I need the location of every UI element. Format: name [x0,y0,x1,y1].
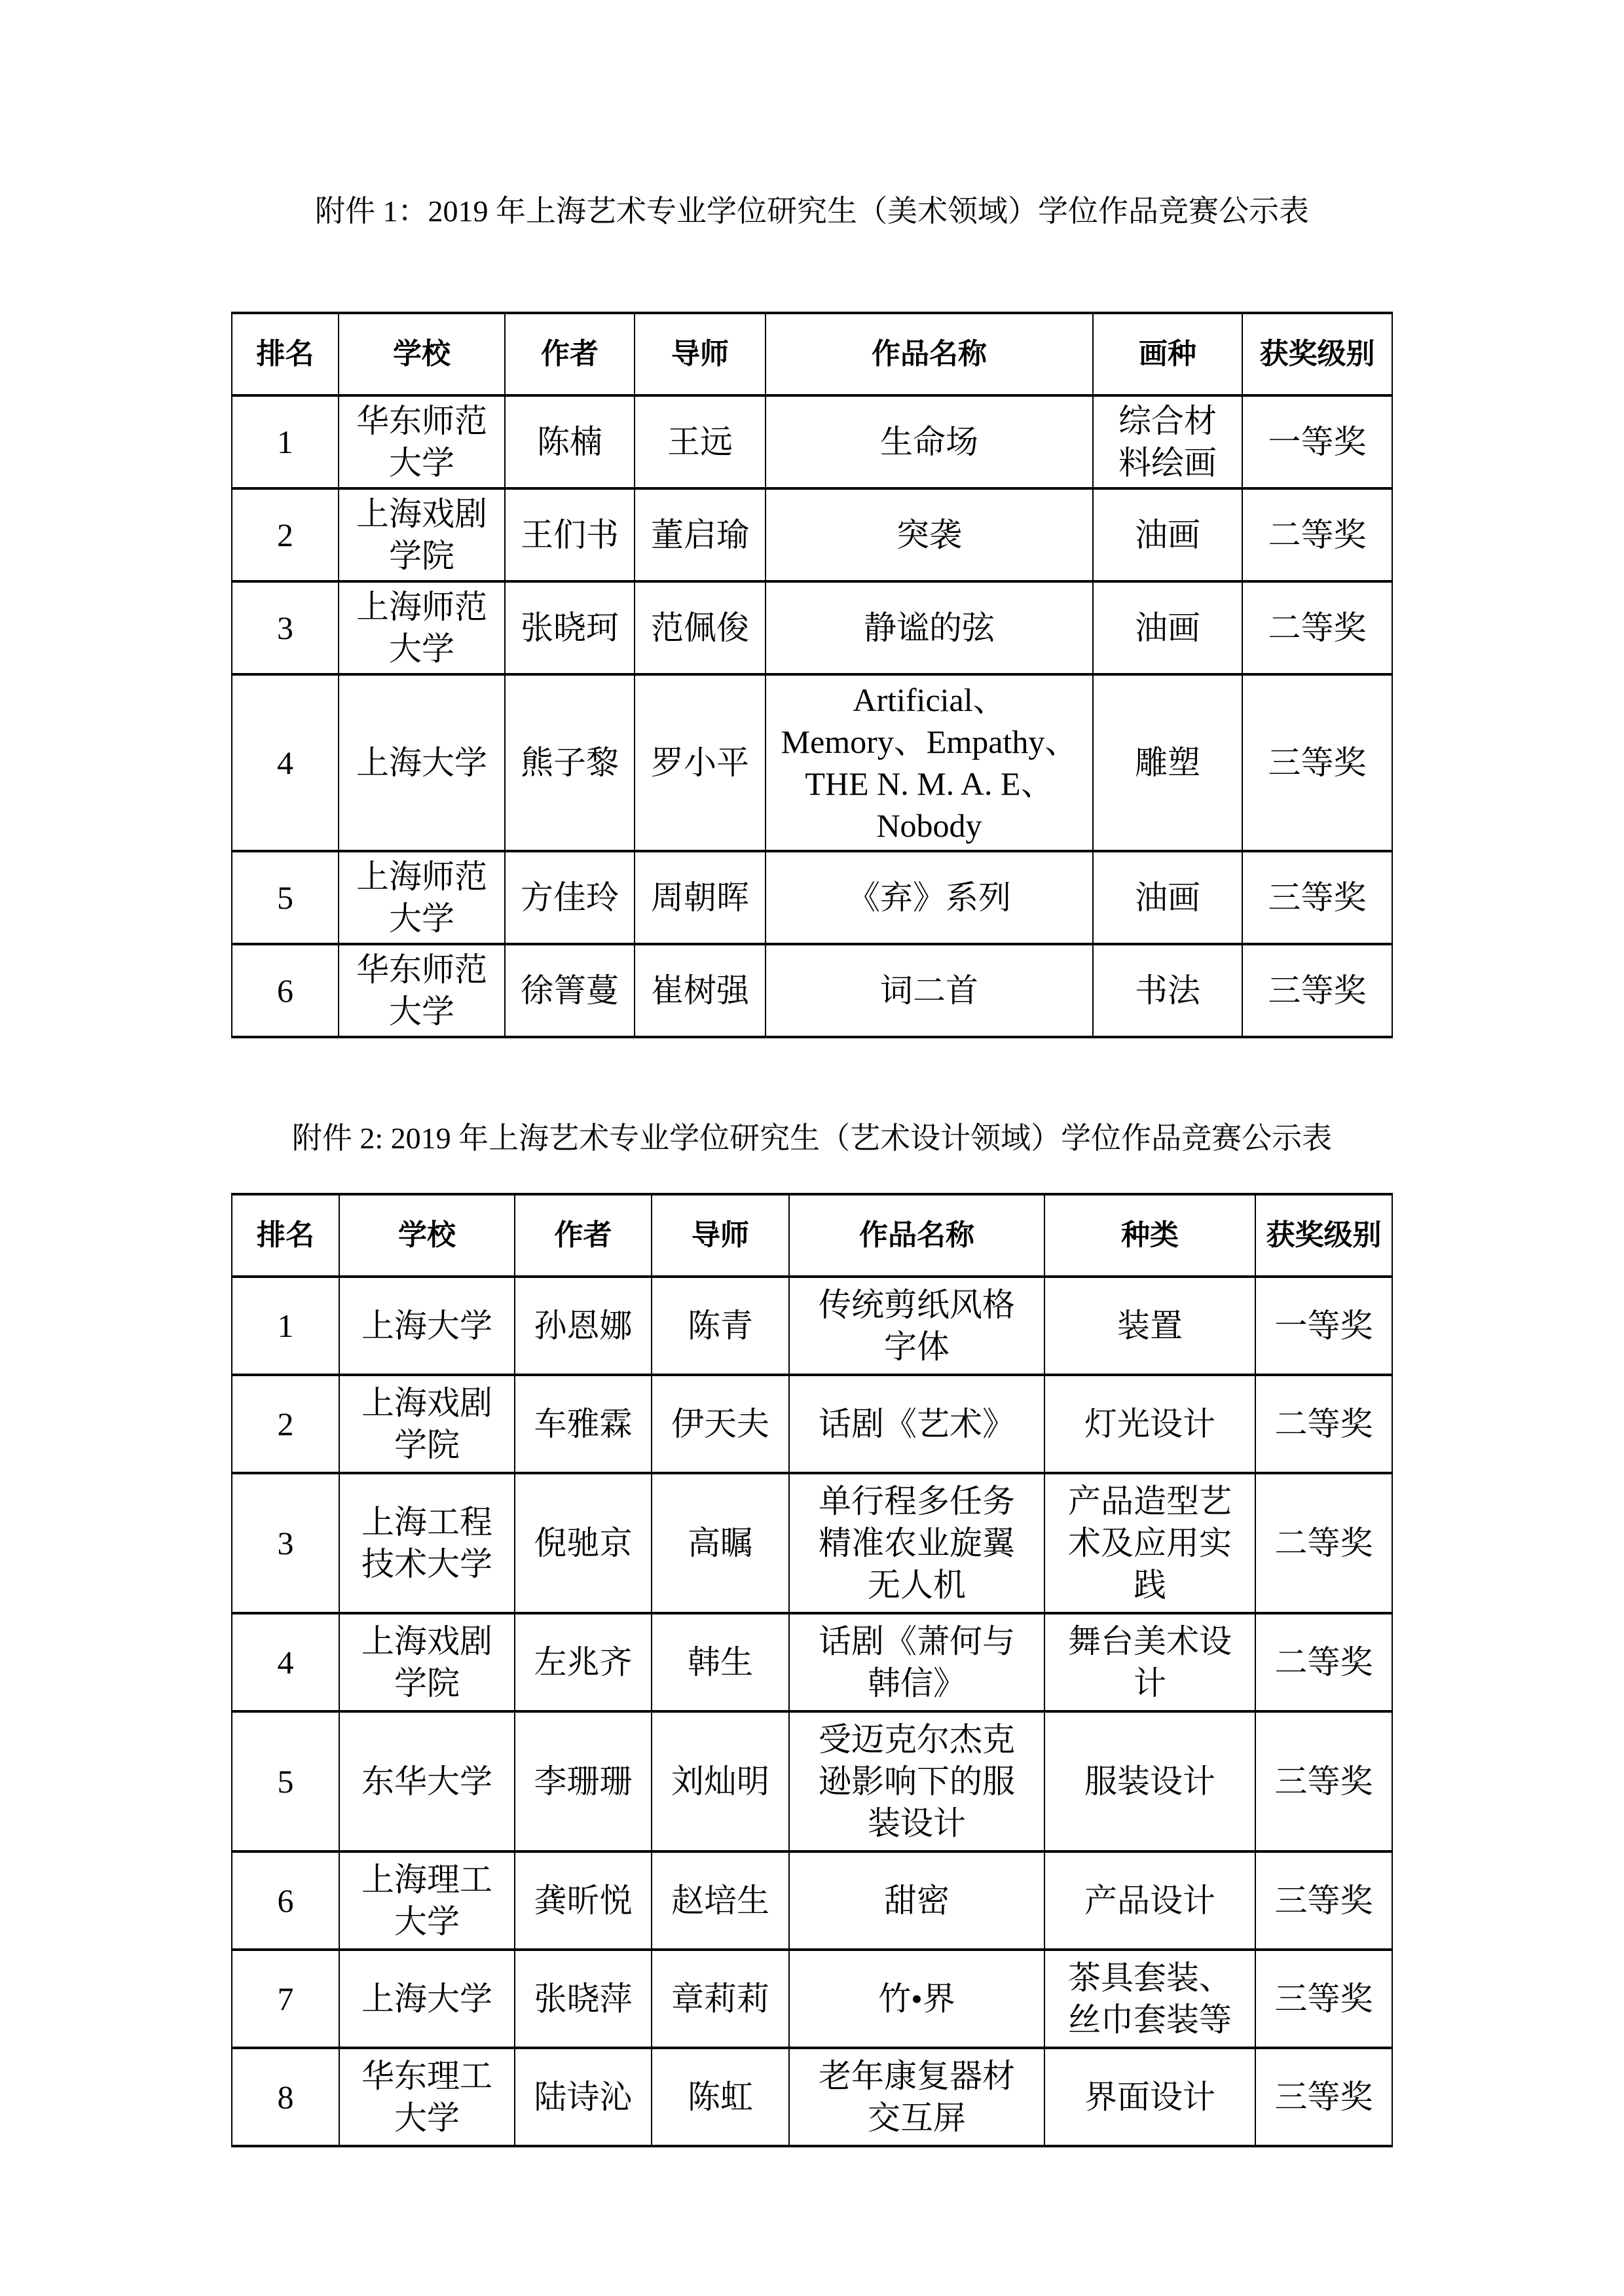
header-row [232,313,1392,395]
table-cell: 王们书 [505,488,635,581]
attachment1-title: 附件 1：2019 年上海艺术专业学位研究生（美术领域）学位作品竞赛公示表 [315,194,1309,228]
table-cell: 二等奖 [1255,1375,1392,1473]
table-row [232,1277,1392,1375]
table-cell: 服装设计 [1044,1711,1255,1851]
table-row [232,1613,1392,1711]
table-row [232,674,1392,851]
table-cell: 上海戏剧学院 [339,1375,515,1473]
table-cell: 竹•界 [789,1950,1044,2048]
table-row [232,581,1392,674]
table-row [232,2048,1392,2146]
table-header [232,313,1392,395]
table-cell: 4 [232,674,339,851]
table-cell: 华东理工大学 [339,2048,515,2146]
table-cell: 油画 [1093,851,1242,944]
attachment1-table [231,312,1393,1038]
table-cell: 油画 [1093,488,1242,581]
table-cell: 方佳玲 [505,851,635,944]
table-cell: 三等奖 [1255,1851,1392,1950]
table-cell: 话剧《艺术》 [789,1375,1044,1473]
table-row [232,1950,1392,2048]
column-header: 获奖级别 [1255,1194,1392,1277]
table-cell: 词二首 [766,944,1093,1037]
table-cell: 三等奖 [1255,1711,1392,1851]
table-cell: 二等奖 [1255,1473,1392,1613]
table-cell: 周朝晖 [635,851,766,944]
column-header: 作品名称 [766,313,1093,395]
table-cell: 二等奖 [1242,488,1392,581]
table-cell: 6 [232,1851,339,1950]
table-cell: 龚昕悦 [515,1851,652,1950]
table-header [232,1194,1392,1277]
table-cell: 2 [232,488,339,581]
table-cell: 一等奖 [1242,395,1392,488]
table-cell: 熊子黎 [505,674,635,851]
table-row [232,395,1392,488]
table-body [232,1277,1392,2146]
table-cell: 老年康复器材交互屏 [789,2048,1044,2146]
table-cell: 二等奖 [1242,581,1392,674]
table-cell: 6 [232,944,339,1037]
table-cell: 上海大学 [339,1950,515,2048]
table-cell: 赵培生 [652,1851,789,1950]
table-row [232,851,1392,944]
table-cell: 《弃》系列 [766,851,1093,944]
column-header: 导师 [652,1194,789,1277]
table-cell: 三等奖 [1255,1950,1392,2048]
table-cell: 静谧的弦 [766,581,1093,674]
table-cell: 韩生 [652,1613,789,1711]
table-cell: 伊天夫 [652,1375,789,1473]
table-cell: 三等奖 [1242,851,1392,944]
table-cell: 崔树强 [635,944,766,1037]
table-cell: 三等奖 [1242,674,1392,851]
table-row [232,1473,1392,1613]
table-cell: 界面设计 [1044,2048,1255,2146]
table-cell: 1 [232,1277,339,1375]
table-cell: 舞台美术设计 [1044,1613,1255,1711]
table-cell: 上海戏剧学院 [339,488,505,581]
table-cell: 陈楠 [505,395,635,488]
table-cell: 刘灿明 [652,1711,789,1851]
table-cell: 雕塑 [1093,674,1242,851]
table-cell: 上海师范大学 [339,581,505,674]
table-cell: 传统剪纸风格字体 [789,1277,1044,1375]
table-cell: 东华大学 [339,1711,515,1851]
table-cell: Artificial、Memory、Empathy、THE N. M. A. E、Nobody [766,674,1093,851]
column-header: 排名 [232,1194,339,1277]
column-header: 导师 [635,313,766,395]
table-row [232,488,1392,581]
table-cell: 突袭 [766,488,1093,581]
table-cell: 3 [232,581,339,674]
table-cell: 4 [232,1613,339,1711]
table-cell: 华东师范大学 [339,395,505,488]
table-cell: 章莉莉 [652,1950,789,2048]
table-row [232,1851,1392,1950]
table-cell: 话剧《萧何与韩信》 [789,1613,1044,1711]
table-cell: 三等奖 [1255,2048,1392,2146]
table-cell: 受迈克尔杰克逊影响下的服装设计 [789,1711,1044,1851]
table-cell: 5 [232,851,339,944]
table-cell: 陈青 [652,1277,789,1375]
attachment2-table [231,1193,1393,2147]
table-cell: 三等奖 [1242,944,1392,1037]
table-cell: 上海戏剧学院 [339,1613,515,1711]
attachment2-title: 附件 2: 2019 年上海艺术专业学位研究生（艺术设计领域）学位作品竞赛公示表 [291,1121,1333,1155]
table-row [232,1375,1392,1473]
table-cell: 上海大学 [339,1277,515,1375]
table-row [232,1711,1392,1851]
table-cell: 高瞩 [652,1473,789,1613]
table-row [232,944,1392,1037]
table-cell: 7 [232,1950,339,2048]
table-cell: 1 [232,395,339,488]
table-cell: 上海理工大学 [339,1851,515,1950]
table-cell: 8 [232,2048,339,2146]
table-cell: 生命场 [766,395,1093,488]
table-cell: 上海工程技术大学 [339,1473,515,1613]
table-cell: 油画 [1093,581,1242,674]
table-cell: 茶具套装、丝巾套装等 [1044,1950,1255,2048]
table-cell: 上海大学 [339,674,505,851]
table-cell: 李珊珊 [515,1711,652,1851]
column-header: 排名 [232,313,339,395]
table-cell: 左兆齐 [515,1613,652,1711]
table-cell: 产品设计 [1044,1851,1255,1950]
column-header: 学校 [339,313,505,395]
table-cell: 陆诗沁 [515,2048,652,2146]
table-cell: 罗小平 [635,674,766,851]
table-cell: 3 [232,1473,339,1613]
table-cell: 陈虹 [652,2048,789,2146]
table-cell: 董启瑜 [635,488,766,581]
table-cell: 二等奖 [1255,1613,1392,1711]
table-cell: 装置 [1044,1277,1255,1375]
table-cell: 5 [232,1711,339,1851]
table-cell: 王远 [635,395,766,488]
table-cell: 灯光设计 [1044,1375,1255,1473]
column-header: 画种 [1093,313,1242,395]
table-cell: 车雅霖 [515,1375,652,1473]
table-cell: 徐箐蔓 [505,944,635,1037]
table-cell: 产品造型艺术及应用实践 [1044,1473,1255,1613]
table-cell: 2 [232,1375,339,1473]
table-cell: 孙恩娜 [515,1277,652,1375]
header-row [232,1194,1392,1277]
table-cell: 甜密 [789,1851,1044,1950]
table-cell: 单行程多任务精准农业旋翼无人机 [789,1473,1044,1613]
table-cell: 倪驰京 [515,1473,652,1613]
column-header: 获奖级别 [1242,313,1392,395]
column-header: 作者 [515,1194,652,1277]
table-cell: 范佩俊 [635,581,766,674]
table-cell: 上海师范大学 [339,851,505,944]
column-header: 作者 [505,313,635,395]
table-cell: 综合材料绘画 [1093,395,1242,488]
table-cell: 张晓萍 [515,1950,652,2048]
table-cell: 一等奖 [1255,1277,1392,1375]
column-header: 作品名称 [789,1194,1044,1277]
column-header: 学校 [339,1194,515,1277]
table-cell: 华东师范大学 [339,944,505,1037]
column-header: 种类 [1044,1194,1255,1277]
table-cell: 张晓珂 [505,581,635,674]
table-cell: 书法 [1093,944,1242,1037]
table-body [232,395,1392,1037]
